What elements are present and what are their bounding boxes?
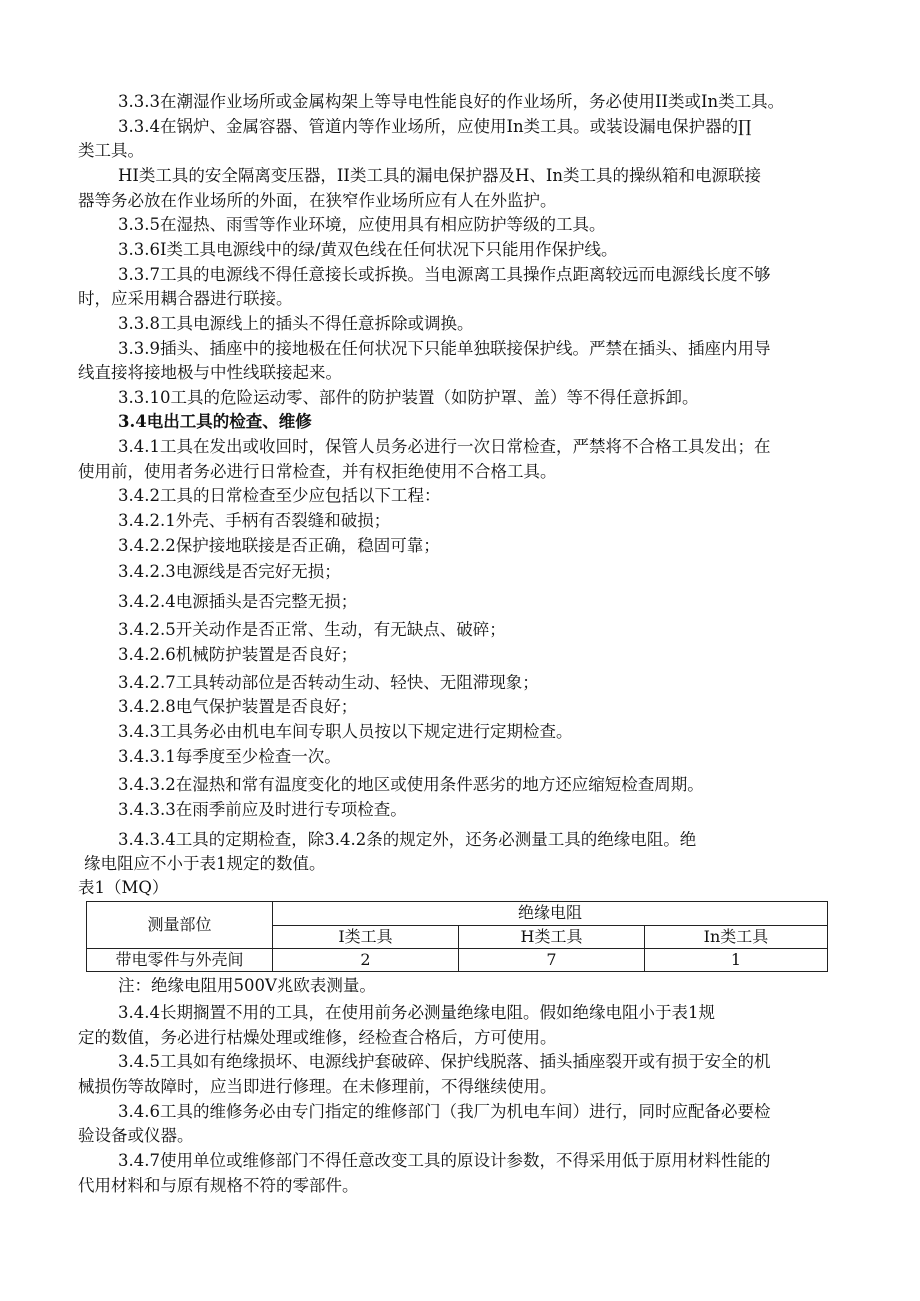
value-class-i: 2 <box>273 949 459 972</box>
para-3-4-5: 3.4.5工具如有绝缘损坏、电源线护套破碎、保护线脱落、插头插座裂开或有损于安全的机 <box>118 1052 771 1071</box>
row-label: 带电零件与外壳间 <box>87 949 273 972</box>
para-hi-tools: HI类工具的安全隔离变压器，II类工具的漏电保护器及H、In类工具的操纵箱和电源联接 <box>118 166 761 185</box>
item-3-4-3-4: 3.4.3.4工具的定期检查，除3.4.2条的规定外，还务必测量工具的绝缘电阻。绝 <box>118 830 697 849</box>
item-3-4-3-3: 3.4.3.3在雨季前应及时进行专项检查。 <box>118 800 407 819</box>
para-3-4-4: 3.4.4长期搁置不用的工具，在使用前务必测量绝缘电阻。假如绝缘电阻小于表1规 <box>118 1003 715 1022</box>
item-3-4-2-3: 3.4.2.3电源线是否完好无损； <box>118 562 341 581</box>
header-measure-part: 测量部位 <box>87 902 273 949</box>
table-note: 注：绝缘电阻用500V兆欧表测量。 <box>118 976 376 995</box>
section-heading-3-4: 3.4电出工具的检查、维修 <box>118 412 312 431</box>
item-3-4-3-1: 3.4.3.1每季度至少检查一次。 <box>118 747 341 766</box>
table-row <box>87 949 828 972</box>
para-3-3-9: 3.3.9插头、插座中的接地极在任何状况下只能单独联接保护线。严禁在插头、插座内用导 <box>118 339 771 358</box>
item-3-4-2-1: 3.4.2.1外壳、手柄有否裂缝和破损； <box>118 511 391 530</box>
para-3-3-6: 3.3.6I类工具电源线中的绿/黄双色线在任何状况下只能用作保护线。 <box>118 240 618 259</box>
para-3-3-7: 3.3.7工具的电源线不得任意接长或拆换。当电源离工具操作点距离较远而电源线长度不够 <box>118 265 771 284</box>
insulation-resistance-table <box>86 901 828 972</box>
para-3-3-4: 3.3.4在锅炉、金属容器、管道内等作业场所，应使用In类工具。或装设漏电保护器的∏ <box>118 117 752 136</box>
header-insulation-resistance: 绝缘电阻 <box>273 902 828 926</box>
para-3-3-7-cont: 时，应采用耦合器进行联接。 <box>78 289 293 308</box>
para-3-4-6: 3.4.6工具的维修务必由专门指定的维修部门（我厂为机电车间）进行，同时应配备必要检 <box>118 1102 771 1121</box>
value-class-in: 1 <box>645 949 828 972</box>
para-3-4-4-cont: 定的数值，务必进行枯燥处理或维修，经检查合格后，方可使用。 <box>78 1028 557 1047</box>
para-3-4-1-cont: 使用前，使用者务必进行日常检查，并有权拒绝使用不合格工具。 <box>78 462 557 481</box>
header-class-h: H类工具 <box>459 925 645 949</box>
para-3-3-4-cont: 类工具。 <box>78 141 144 160</box>
para-3-3-9-cont: 线直接将接地极与中性线联接起来。 <box>78 363 342 382</box>
para-3-4-5-cont: 械损伤等故障时，应当即进行修理。在未修理前，不得继续使用。 <box>78 1077 557 1096</box>
header-class-in: In类工具 <box>645 925 828 949</box>
value-class-h: 7 <box>459 949 645 972</box>
para-3-4-7: 3.4.7使用单位或维修部门不得任意改变工具的原设计参数，不得采用低于原用材料性能的 <box>118 1151 771 1170</box>
para-3-4-1: 3.4.1工具在发出或收回时，保管人员务必进行一次日常检查，严禁将不合格工具发出；在 <box>118 437 771 456</box>
para-3-3-10: 3.3.10工具的危险运动零、部件的防护装置（如防护罩、盖）等不得任意拆卸。 <box>118 388 699 407</box>
item-3-4-2-4: 3.4.2.4电源插头是否完整无损； <box>118 592 358 611</box>
item-3-4-2-2: 3.4.2.2保护接地联接是否正确，稳固可靠； <box>118 536 440 555</box>
para-3-3-8: 3.3.8工具电源线上的插头不得任意拆除或调换。 <box>118 314 474 333</box>
table-caption: 表1（MQ） <box>78 878 169 897</box>
item-3-4-2-7: 3.4.2.7工具转动部位是否转动生动、轻快、无阻滞现象； <box>118 673 539 692</box>
item-3-4-3-4-cont: 缘电阻应不小于表1规定的数值。 <box>84 854 326 873</box>
header-class-i: I类工具 <box>273 925 459 949</box>
para-3-4-2: 3.4.2工具的日常检查至少应包括以下工程： <box>118 486 441 505</box>
para-hi-tools-cont: 器等务必放在作业场所的外面，在狭窄作业场所应有人在外监护。 <box>78 191 557 210</box>
para-3-4-7-cont: 代用材料和与原有规格不符的零部件。 <box>78 1176 359 1195</box>
item-3-4-3-2: 3.4.3.2在湿热和常有温度变化的地区或使用条件恶劣的地方还应缩短检查周期。 <box>118 775 704 794</box>
para-3-3-3: 3.3.3在潮湿作业场所或金属构架上等导电性能良好的作业场所，务必使用II类或In类工具。 <box>118 92 785 111</box>
item-3-4-2-6: 3.4.2.6机械防护装置是否良好； <box>118 645 358 664</box>
para-3-4-6-cont: 验设备或仪器。 <box>78 1126 194 1145</box>
item-3-4-2-5: 3.4.2.5开关动作是否正常、生动，有无缺点、破碎； <box>118 620 506 639</box>
item-3-4-2-8: 3.4.2.8电气保护装置是否良好； <box>118 697 358 716</box>
para-3-3-5: 3.3.5在湿热、雨雪等作业环境，应使用具有相应防护等级的工具。 <box>118 215 606 234</box>
para-3-4-3: 3.4.3工具务必由机电车间专职人员按以下规定进行定期检查。 <box>118 722 573 741</box>
